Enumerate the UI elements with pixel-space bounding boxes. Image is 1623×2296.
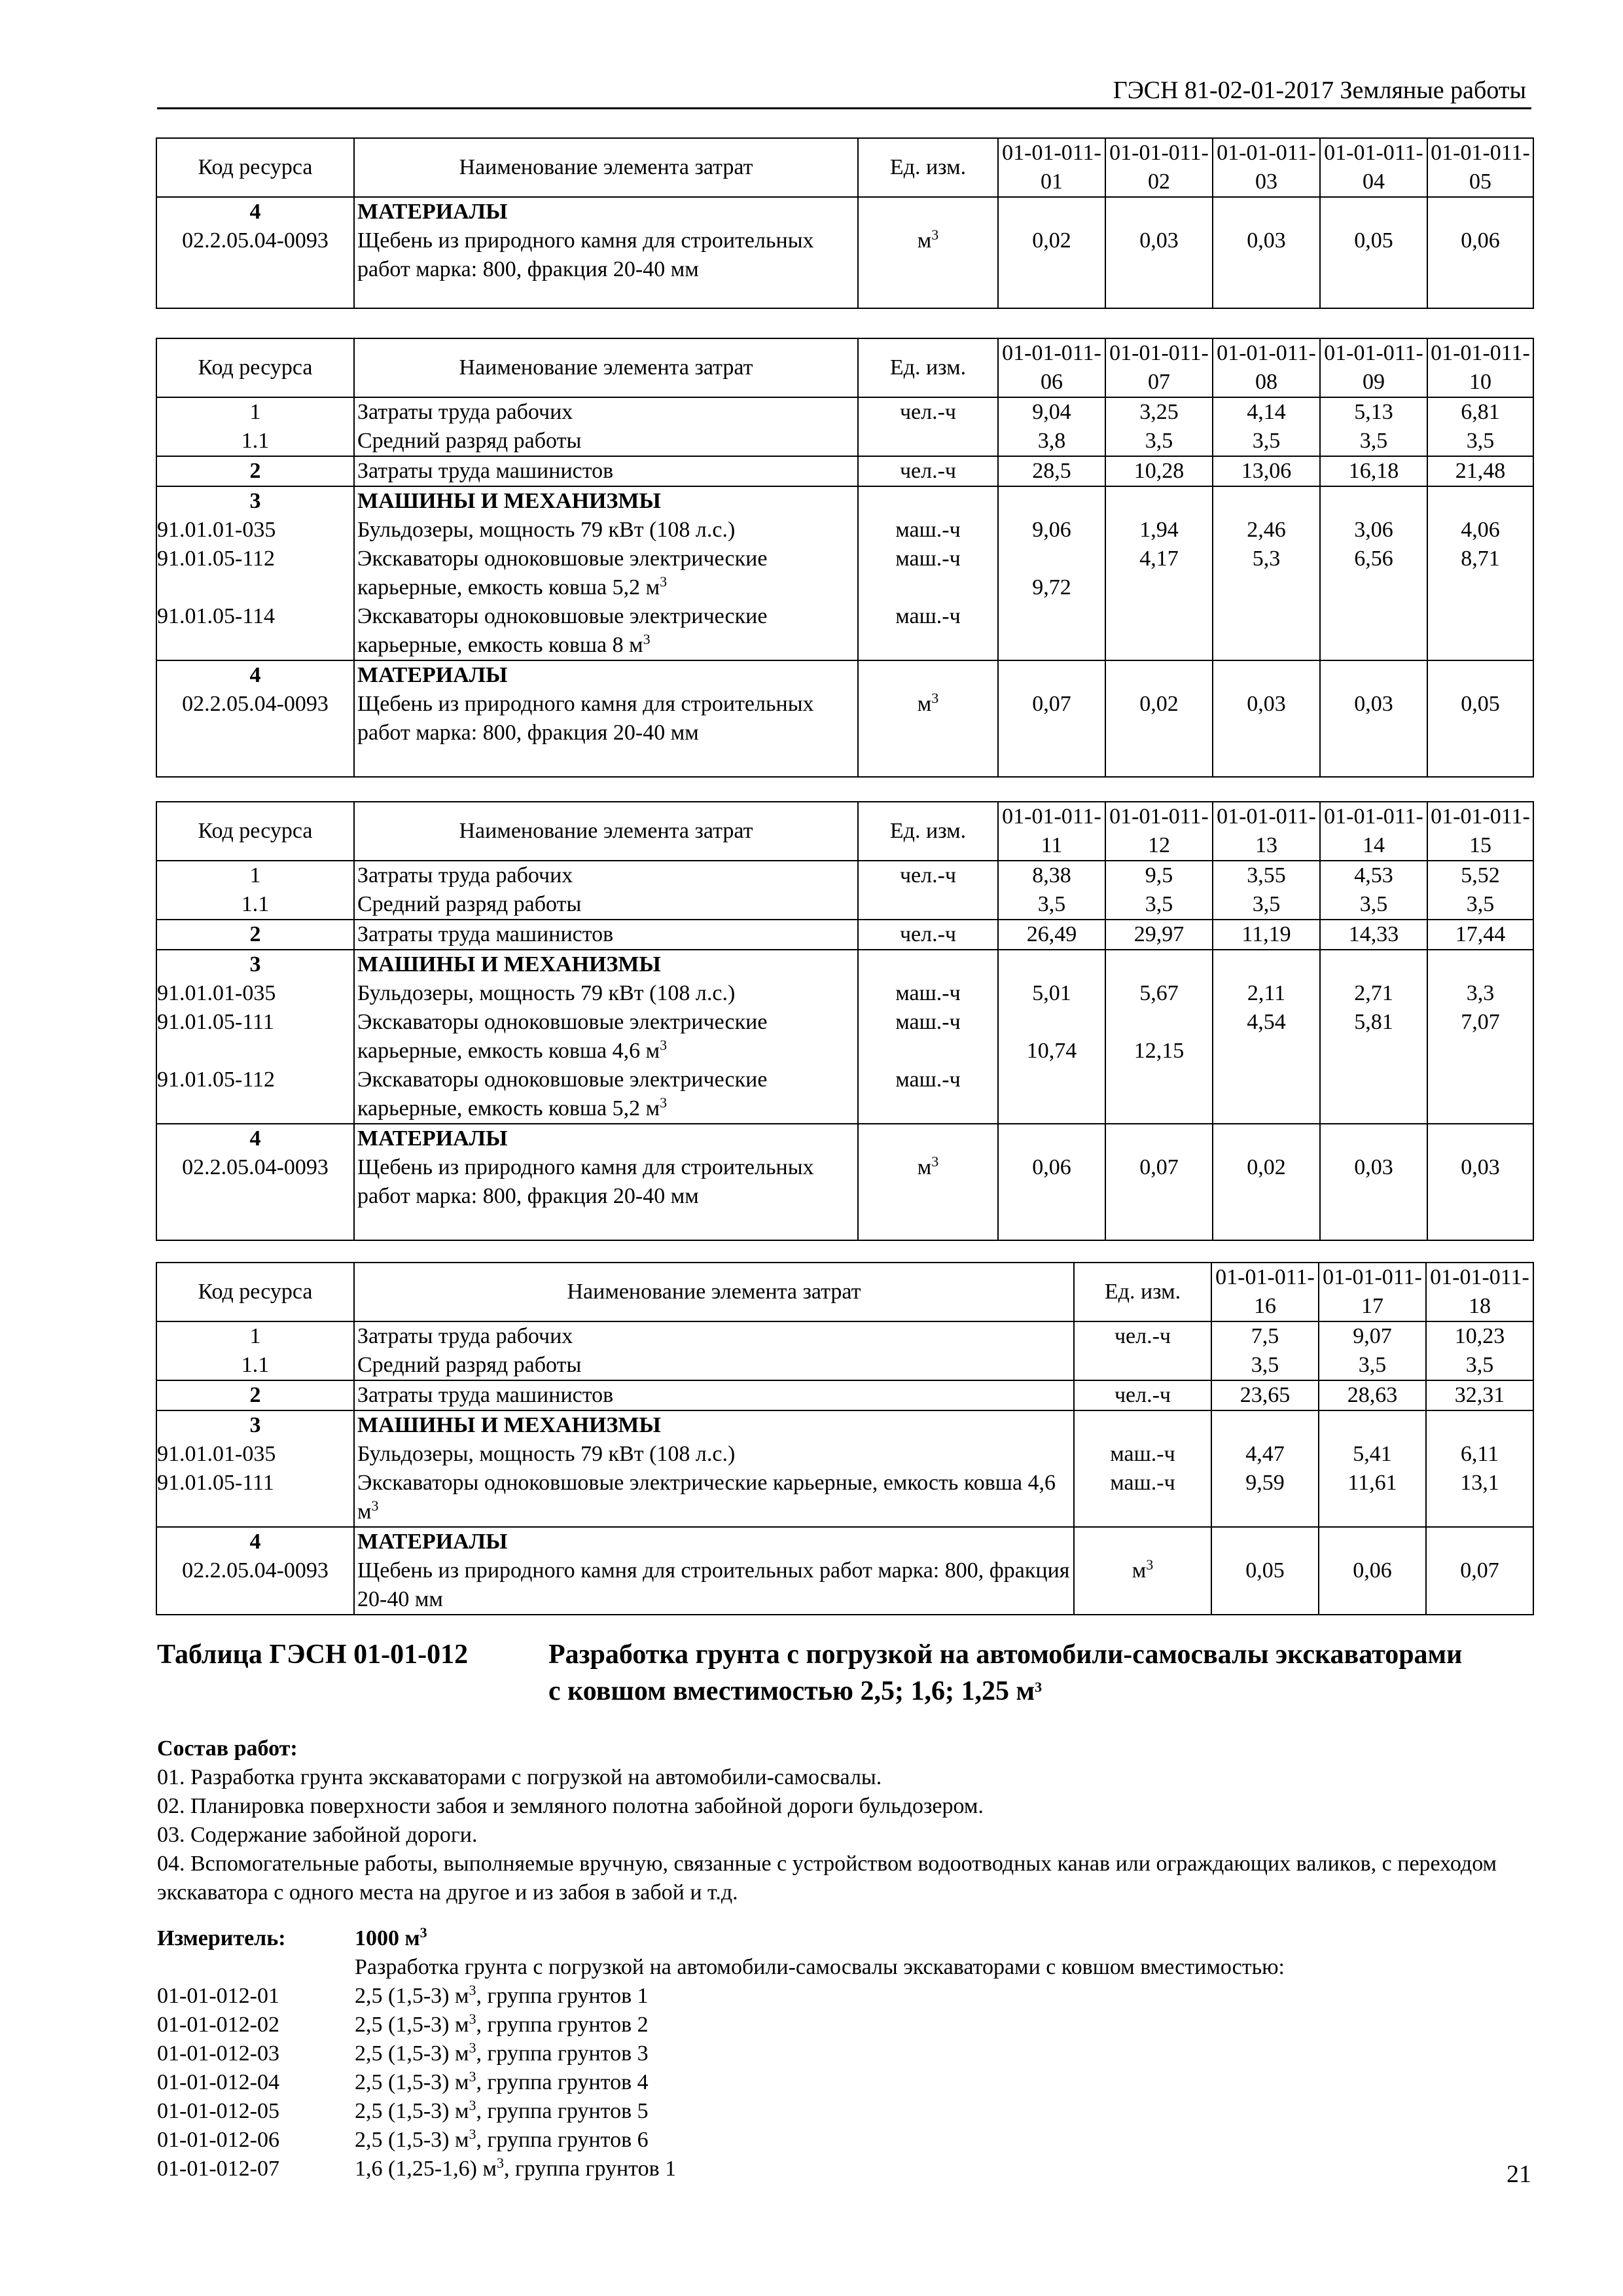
resource-name: Экскаваторы одноковшовые электрические карьерные, емкость ковша 8 м (357, 604, 768, 657)
unit: чел.-ч (858, 397, 998, 456)
resource-name: Экскаваторы одноковшовые электрические карьерные, емкость ковша 5,2 м (357, 547, 768, 600)
value: 9,07 (1353, 1324, 1392, 1348)
section-title: МАТЕРИАЛЫ (357, 200, 508, 224)
value: 3,5 (1359, 892, 1388, 916)
resource-code: 91.01.05-114 (157, 604, 276, 628)
col-norm: 01-01-011-15 (1427, 802, 1533, 861)
section-title: МАШИНЫ И МЕХАНИЗМЫ (357, 952, 661, 977)
resource-code: 02.2.05.04-0093 (182, 692, 329, 716)
norm-text: , группа грунтов 3 (476, 2041, 649, 2066)
value: 4,54 (1247, 1010, 1286, 1034)
resource-name: Щебень из природного камня для строительных работ марка: 800, фракция 20-40 мм (357, 1155, 814, 1208)
unit: чел.-ч (1074, 1321, 1211, 1380)
value: 4,17 (1139, 547, 1179, 571)
norm-text: 2,5 (1,5-3) м (355, 2099, 469, 2123)
measure-block: Измеритель: 1000 $м^3$ Разработка грунта с погрузкой на автомобили-самосвалы экскаваторами с ковшом вместимостью: 01-01-012-01 2,5 (1,5-3) $м^3$, группа грунтов 1 01-01-012-02 2,5 (1,5-3) $м^3$, группа грунтов 2 01-01-012-03 2,5 (1,5-3) $м^3$, группа грунтов 3 01-01-012-04 2,5 (1,5-3) $м^3$, группа грунтов 4 01-01-012-05 2,5 (1,5-3) $м^3$, группа грунтов 5 01-01-012-06 2,5 (1,5-3) $м^3$, группа грунтов 6 01-01-012-07 1,6 (1,25-1,6) $м^3$, группа грунтов 1 (157, 1924, 1538, 2183)
col-norm: 01-01-011-14 (1320, 802, 1427, 861)
value: 3,5 (1252, 429, 1281, 453)
resource-name: Бульдозеры, мощность 79 кВт (108 л.с.) (357, 1442, 736, 1466)
col-norm: 01-01-011-03 (1213, 138, 1320, 197)
section-code: 3 (249, 952, 261, 977)
section-code: 4 (249, 200, 261, 224)
unit: м (917, 228, 932, 253)
norm-text: 2,5 (1,5-3) м (355, 2013, 469, 2037)
resource-code: 02.2.05.04-0093 (182, 228, 329, 253)
value: 23,65 (1211, 1380, 1319, 1410)
norm-code: 01-01-012-05 (157, 2099, 279, 2123)
col-unit: Ед. изм. (858, 138, 998, 197)
resource-name: Экскаваторы одноковшовые электрические карьерные, емкость ковша 4,6 м (357, 1471, 1056, 1524)
section-code: 3 (249, 489, 261, 513)
title-superscript: 3 (1035, 1679, 1043, 1695)
header-title: ГЭСН 81-02-01-2017 Земляные работы (1113, 77, 1526, 104)
col-code: Код ресурса (156, 1263, 354, 1321)
value: 9,59 (1245, 1471, 1285, 1495)
resource-name: Затраты труда машинистов (354, 920, 858, 950)
col-norm: 01-01-011-02 (1105, 138, 1213, 197)
value: 28,5 (998, 456, 1105, 486)
norm-text: , группа грунтов 6 (476, 2128, 649, 2152)
resource-code: 1 (249, 400, 261, 424)
value: 7,07 (1461, 1010, 1500, 1034)
unit: маш.-ч (895, 981, 961, 1005)
value: 32,31 (1426, 1380, 1533, 1410)
norm-text: 2,5 (1,5-3) м (355, 2128, 469, 2152)
value: 0,03 (1247, 228, 1286, 253)
value: 5,3 (1252, 547, 1281, 571)
value: 3,5 (1466, 429, 1495, 453)
resource-table-2 (156, 338, 1534, 778)
section-code: 4 (249, 1126, 261, 1151)
unit: маш.-ч (1110, 1471, 1175, 1495)
resource-code: 91.01.01-035 (157, 1442, 276, 1466)
resource-name: Бульдозеры, мощность 79 кВт (108 л.с.) (357, 518, 736, 542)
value: 9,5 (1145, 863, 1173, 888)
value: 10,74 (1026, 1039, 1077, 1063)
value: 11,19 (1213, 920, 1320, 950)
col-code: Код ресурса (156, 338, 354, 397)
value: 0,03 (1139, 228, 1179, 253)
resource-name: Затраты труда рабочих (357, 1324, 573, 1348)
list-item: 01-01-012-04 2,5 (1,5-3) $м^3$, группа грунтов 4 (157, 2068, 1538, 2097)
table-row (156, 920, 1533, 950)
value: 0,03 (1354, 1155, 1393, 1179)
col-norm: 01-01-011-06 (998, 338, 1105, 397)
table-row: 4 02.2.05.04-0093 МАТЕРИАЛЫ Щебень из природного камня для строительных работ марка: 800, фракция 20-40 мм $м^3$ 0,07 0,02 0,03 0,03 0,05 (156, 660, 1533, 777)
list-item: 01-01-012-06 2,5 (1,5-3) $м^3$, группа грунтов 6 (157, 2126, 1538, 2155)
value: 1,94 (1139, 518, 1179, 542)
value: 2,11 (1247, 981, 1286, 1005)
resource-code: 1.1 (241, 1353, 270, 1377)
resource-code: 91.01.05-111 (157, 1010, 274, 1034)
value: 6,56 (1354, 547, 1393, 571)
section-title: МАШИНЫ И МЕХАНИЗМЫ (357, 489, 661, 513)
value: 0,05 (1354, 228, 1393, 253)
norm-text: , группа грунтов 5 (476, 2099, 649, 2123)
value: 3,06 (1354, 518, 1393, 542)
resource-name: Экскаваторы одноковшовые электрические карьерные, емкость ковша 4,6 м (357, 1010, 768, 1063)
section-title: МАТЕРИАЛЫ (357, 1530, 508, 1554)
value: 13,06 (1213, 456, 1320, 486)
unit: чел.-ч (858, 456, 998, 486)
value: 3,5 (1359, 429, 1388, 453)
norm-text: 2,5 (1,5-3) м (355, 2041, 469, 2066)
value: 2,71 (1354, 981, 1393, 1005)
value: 0,05 (1245, 1558, 1285, 1583)
unit: м (1132, 1558, 1147, 1583)
resource-code: 91.01.05-112 (157, 1067, 276, 1092)
resource-name: Затраты труда машинистов (354, 456, 858, 486)
unit: чел.-ч (858, 861, 998, 920)
resource-name: Экскаваторы одноковшовые электрические карьерные, емкость ковша 5,2 м (357, 1067, 768, 1121)
value: 5,81 (1354, 1010, 1393, 1034)
value: 6,81 (1461, 400, 1500, 424)
value: 3,25 (1139, 400, 1179, 424)
norm-text: 2,5 (1,5-3) м (355, 2070, 469, 2094)
value: 3,5 (1358, 1353, 1387, 1377)
norm-text: 2,5 (1,5-3) м (355, 1984, 469, 2008)
norm-code: 01-01-012-01 (157, 1984, 279, 2008)
composition-item: 03. Содержание забойной дороги. (157, 1823, 478, 1847)
resource-code: 02.2.05.04-0093 (182, 1155, 329, 1179)
value: 29,97 (1105, 920, 1213, 950)
resource-code: 91.01.05-112 (157, 547, 276, 571)
col-norm: 01-01-011-08 (1213, 338, 1320, 397)
value: 5,52 (1461, 863, 1500, 888)
value: 5,41 (1353, 1442, 1392, 1466)
col-norm: 01-01-011-18 (1426, 1263, 1533, 1321)
section-code: 3 (249, 1413, 261, 1437)
value: 6,11 (1460, 1442, 1499, 1466)
resource-table-1 (156, 137, 1534, 309)
col-norm: 01-01-011-04 (1320, 138, 1427, 197)
col-norm: 01-01-011-10 (1427, 338, 1533, 397)
norm-code: 01-01-012-02 (157, 2013, 279, 2037)
section-title: МАШИНЫ И МЕХАНИЗМЫ (357, 1413, 661, 1437)
value: 0,07 (1139, 1155, 1179, 1179)
value: 4,06 (1461, 518, 1500, 542)
resource-name: Затраты труда рабочих (357, 400, 573, 424)
col-norm: 01-01-011-07 (1105, 338, 1213, 397)
resource-table-3 (156, 801, 1534, 1241)
section-code: 4 (249, 1530, 261, 1554)
norm-text: , группа грунтов 2 (476, 2013, 649, 2037)
value: 3,5 (1037, 892, 1066, 916)
value: 9,04 (1032, 400, 1071, 424)
resource-name: Затраты труда машинистов (354, 1380, 1074, 1410)
unit: маш.-ч (895, 604, 961, 628)
norm-code: 01-01-012-04 (157, 2070, 279, 2094)
composition-item: 04. Вспомогательные работы, выполняемые вручную, связанные с устройством водоотводных канав или ограждающих валиков, с переходом экскаватора с одного места на другое и из забоя в забой и т.д. (157, 1852, 1497, 1905)
table-title: Разработка грунта с погрузкой на автомобили-самосвалы экскаваторами с ковшом вместимостью 2,5; 1,6; 1,25 м (548, 1640, 1463, 1706)
resource-name: Щебень из природного камня для строительных работ марка: 800, фракция 20-40 мм (357, 1558, 1070, 1611)
table-row: 4 02.2.05.04-0093 МАТЕРИАЛЫ Щебень из природного камня для строительных работ марка: 800, фракция 20-40 мм $м^3$ 0,06 0,07 0,02 0,03 0,03 (156, 1124, 1533, 1240)
value: 8,38 (1032, 863, 1071, 888)
value: 2,46 (1247, 518, 1286, 542)
value: 17,44 (1427, 920, 1533, 950)
resource-name: Средний разряд работы (357, 429, 582, 453)
value: 28,63 (1319, 1380, 1426, 1410)
value: 11,61 (1347, 1471, 1397, 1495)
unit: маш.-ч (895, 1067, 961, 1092)
list-item: 01-01-012-07 1,6 (1,25-1,6) $м^3$, группа грунтов 1 (157, 2155, 1538, 2183)
work-composition (157, 1734, 1538, 1907)
unit: м (917, 1155, 932, 1179)
value: 3,5 (1145, 429, 1173, 453)
resource-name: Щебень из природного камня для строительных работ марка: 800, фракция 20-40 мм (357, 692, 814, 745)
value: 3,8 (1037, 429, 1066, 453)
value: 0,02 (1032, 228, 1071, 253)
value: 10,23 (1454, 1324, 1505, 1348)
col-norm: 01-01-011-17 (1319, 1263, 1426, 1321)
value: 5,01 (1032, 981, 1071, 1005)
value: 9,06 (1032, 518, 1071, 542)
norm-code: 01-01-012-06 (157, 2128, 279, 2152)
value: 0,07 (1032, 692, 1071, 716)
list-item: 01-01-012-05 2,5 (1,5-3) $м^3$, группа грунтов 5 (157, 2097, 1538, 2126)
value: 3,5 (1251, 1353, 1279, 1377)
col-norm: 01-01-011-11 (998, 802, 1105, 861)
composition-heading: Состав работ: (157, 1736, 298, 1761)
col-unit: Ед. изм. (1074, 1263, 1211, 1321)
unit: чел.-ч (1074, 1380, 1211, 1410)
table-header-row (156, 1263, 1533, 1321)
section-code: 4 (249, 663, 261, 687)
value: 3,3 (1466, 981, 1495, 1005)
value: 8,71 (1461, 547, 1500, 571)
table-header-row (156, 138, 1533, 197)
unit: маш.-ч (895, 1010, 961, 1034)
unit: чел.-ч (858, 920, 998, 950)
col-name: Наименование элемента затрат (354, 338, 858, 397)
list-item: 01-01-012-01 2,5 (1,5-3) $м^3$, группа грунтов 1 (157, 1982, 1538, 2011)
value: 10,28 (1105, 456, 1213, 486)
value: 5,13 (1354, 400, 1393, 424)
norm-text: , группа грунтов 1 (476, 1984, 649, 2008)
resource-name: Средний разряд работы (357, 892, 582, 916)
value: 0,02 (1247, 1155, 1286, 1179)
value: 21,48 (1427, 456, 1533, 486)
resource-code: 2 (156, 456, 354, 486)
norm-code: 01-01-012-07 (157, 2157, 279, 2181)
col-unit: Ед. изм. (858, 802, 998, 861)
value: 14,33 (1320, 920, 1427, 950)
resource-code: 1 (249, 863, 261, 888)
measure-description: Разработка грунта с погрузкой на автомобили-самосвалы экскаваторами с ковшом вместимостью: (355, 1955, 1285, 1979)
value: 4,53 (1354, 863, 1393, 888)
resource-name: Щебень из природного камня для строительных работ марка: 800, фракция 20-40 мм (357, 228, 814, 281)
table-row: 3 91.01.01-035 91.01.05-111 91.01.05-112 МАШИНЫ И МЕХАНИЗМЫ Бульдозеры, мощность 79 кВт (108 л.с.) Экскаваторы одноковшовые электрические карьерные, емкость ковша 4,6 $м^3$ Экскаваторы одноковшовые электрические карьерные, емкость ковша 5,2 $м^3$ маш.-ч маш.-ч маш.-ч 5,01 10,74 5,67 12,15 2,11 4,54 2,71 5,81 3,3 7,07 (156, 950, 1533, 1124)
resource-code: 1 (249, 1324, 261, 1348)
value: 9,72 (1032, 575, 1071, 600)
col-name: Наименование элемента затрат (354, 1263, 1074, 1321)
resource-name: Средний разряд работы (357, 1353, 582, 1377)
resource-code: 91.01.05-111 (157, 1471, 274, 1495)
value: 4,14 (1247, 400, 1286, 424)
table-row (156, 1380, 1533, 1410)
value: 0,03 (1354, 692, 1393, 716)
resource-table-4 (156, 1262, 1534, 1615)
value: 3,5 (1252, 892, 1281, 916)
col-norm: 01-01-011-05 (1427, 138, 1533, 197)
value: 16,18 (1320, 456, 1427, 486)
value: 0,07 (1460, 1558, 1499, 1583)
value: 0,06 (1353, 1558, 1392, 1583)
col-name: Наименование элемента затрат (354, 802, 858, 861)
col-norm: 01-01-011-09 (1320, 338, 1427, 397)
col-unit: Ед. изм. (858, 338, 998, 397)
page-number: 21 (1507, 2161, 1531, 2188)
table-row (156, 1321, 1533, 1380)
col-code: Код ресурса (156, 802, 354, 861)
list-item: 01-01-012-03 2,5 (1,5-3) $м^3$, группа грунтов 3 (157, 2039, 1538, 2068)
col-norm: 01-01-011-13 (1213, 802, 1320, 861)
table-row: 3 91.01.01-035 91.01.05-111 МАШИНЫ И МЕХАНИЗМЫ Бульдозеры, мощность 79 кВт (108 л.с.) Экскаваторы одноковшовые электрические карьерные, емкость ковша 4,6 $м^3$ маш.-ч маш.-ч 4,47 9,59 5,41 11,61 6,11 13,1 (156, 1410, 1533, 1527)
page-header (157, 73, 1531, 109)
table-header-row (156, 338, 1533, 397)
col-norm: 01-01-011-01 (998, 138, 1105, 197)
value: 3,5 (1465, 1353, 1494, 1377)
col-norm: 01-01-011-12 (1105, 802, 1213, 861)
value: 0,06 (1032, 1155, 1071, 1179)
value: 0,02 (1139, 692, 1179, 716)
unit: маш.-ч (895, 518, 961, 542)
unit: маш.-ч (895, 547, 961, 571)
value: 0,03 (1461, 1155, 1500, 1179)
value: 7,5 (1251, 1324, 1279, 1348)
table-row: 3 91.01.01-035 91.01.05-112 91.01.05-114 МАШИНЫ И МЕХАНИЗМЫ Бульдозеры, мощность 79 кВт (108 л.с.) Экскаваторы одноковшовые электрические карьерные, емкость ковша 5,2 $м^3$ Экскаваторы одноковшовые электрические карьерные, емкость ковша 8 $м^3$ маш.-ч маш.-ч маш.-ч 9,06 9,72 1,94 4,17 2,46 5,3 3,06 6,56 4,06 8,71 (156, 486, 1533, 660)
norm-code: 01-01-012-03 (157, 2041, 279, 2066)
resource-code: 02.2.05.04-0093 (182, 1558, 329, 1583)
value: 0,06 (1461, 228, 1500, 253)
unit: маш.-ч (1110, 1442, 1175, 1466)
table-row (156, 456, 1533, 486)
section-title: МАТЕРИАЛЫ (357, 663, 508, 687)
value: 4,47 (1245, 1442, 1285, 1466)
list-item: 01-01-012-02 2,5 (1,5-3) $м^3$, группа грунтов 2 (157, 2011, 1538, 2039)
table-row (156, 397, 1533, 456)
composition-item: 02. Планировка поверхности забоя и земляного полотна забойной дороги бульдозером. (157, 1794, 984, 1818)
col-norm: 01-01-011-16 (1211, 1263, 1319, 1321)
value: 12,15 (1133, 1039, 1185, 1063)
table-row (156, 861, 1533, 920)
table-label: Таблица ГЭСН 01-01-012 (157, 1640, 469, 1670)
norm-text: , группа грунтов 4 (476, 2070, 649, 2094)
table-row: 4 02.2.05.04-0093 МАТЕРИАЛЫ Щебень из природного камня для строительных работ марка: 800, фракция 20-40 мм $м^3$ 0,05 0,06 0,07 (156, 1527, 1533, 1615)
norm-text: , группа грунтов 1 (503, 2157, 677, 2181)
resource-code: 1.1 (241, 892, 270, 916)
value: 13,1 (1460, 1471, 1499, 1495)
resource-code: 1.1 (241, 429, 270, 453)
unit: м (917, 692, 932, 716)
resource-code: 2 (156, 920, 354, 950)
value: 3,55 (1247, 863, 1286, 888)
value: 5,67 (1139, 981, 1179, 1005)
resource-name: Бульдозеры, мощность 79 кВт (108 л.с.) (357, 981, 736, 1005)
value: 26,49 (998, 920, 1105, 950)
table-row: 4 02.2.05.04-0093 МАТЕРИАЛЫ Щебень из природного камня для строительных работ марка: 800, фракция 20-40 мм $м^3$ 0,02 0,03 0,03 0,05 0,06 (156, 197, 1533, 308)
norm-text: 1,6 (1,25-1,6) м (355, 2157, 497, 2181)
value: 0,03 (1247, 692, 1286, 716)
resource-code: 91.01.01-035 (157, 518, 276, 542)
resource-code: 91.01.01-035 (157, 981, 276, 1005)
table-header-row (156, 802, 1533, 861)
value: 3,5 (1145, 892, 1173, 916)
col-name: Наименование элемента затрат (354, 138, 858, 197)
measure-label: Измеритель: (157, 1926, 286, 1950)
value: 0,05 (1461, 692, 1500, 716)
section-title: МАТЕРИАЛЫ (357, 1126, 508, 1151)
resource-code: 2 (156, 1380, 354, 1410)
resource-name: Затраты труда рабочих (357, 863, 573, 888)
composition-item: 01. Разработка грунта экскаваторами с погрузкой на автомобили-самосвалы. (157, 1765, 882, 1789)
col-code: Код ресурса (156, 138, 354, 197)
value: 3,5 (1466, 892, 1495, 916)
measure-value: 1000 м (355, 1926, 420, 1950)
